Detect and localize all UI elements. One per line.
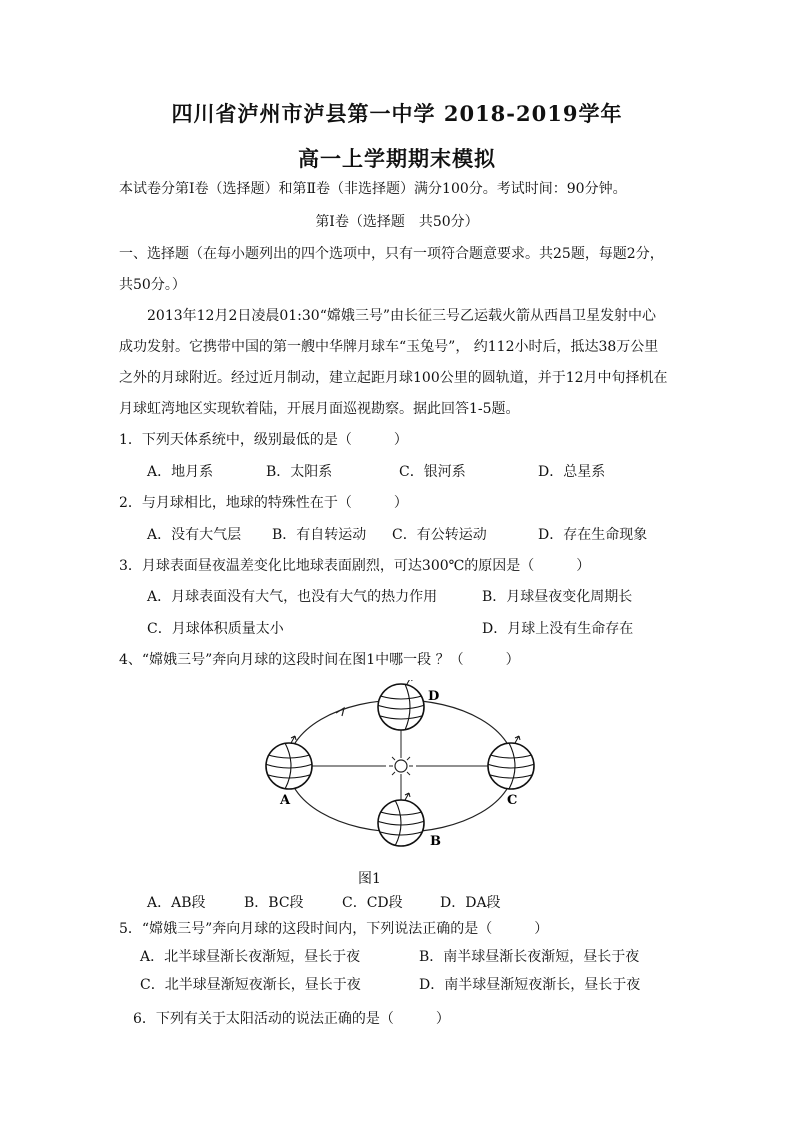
question-1-option-d: D．总星系 bbox=[538, 464, 606, 480]
question-4-option-a: A．AB段 bbox=[147, 895, 206, 911]
question-2-option-b: B．有自转运动 bbox=[272, 527, 367, 543]
label-b: B bbox=[430, 834, 441, 849]
figure-caption: 图1 bbox=[358, 871, 381, 887]
question-5-option-b: B．南半球昼渐长夜渐短，昼长于夜 bbox=[419, 949, 640, 965]
question-1-option-b: B．太阳系 bbox=[266, 464, 333, 480]
part1-instruction-line2: 共50分。） bbox=[119, 277, 186, 293]
passage-line-2: 成功发射。它携带中国的第一艘中华牌月球车“玉兔号”， 约112小时后，抵达38万公里 bbox=[119, 339, 659, 355]
question-2-option-c: C．有公转运动 bbox=[392, 527, 487, 543]
section-title: 第Ⅰ卷（选择题 共50分） bbox=[315, 214, 479, 230]
question-4-stem: 4、“嫦娥三号”奔向月球的这段时间在图1中哪一段 ？（ ） bbox=[119, 652, 520, 668]
question-1-option-a: A．地月系 bbox=[147, 464, 214, 480]
question-5-stem: 5．“嫦娥三号”奔向月球的这段时间内，下列说法正确的是（ ） bbox=[119, 921, 549, 937]
title-line-2: 高一上学期期末模拟 bbox=[298, 146, 496, 171]
intro-text: 本试卷分第Ⅰ卷（选择题）和第Ⅱ卷（非选择题）满分100分。考试时间：90分钟。 bbox=[119, 181, 627, 197]
question-1-option-c: C．银河系 bbox=[399, 464, 466, 480]
question-4-option-c: C．CD段 bbox=[342, 895, 403, 911]
question-2-option-a: A．没有大气层 bbox=[147, 527, 242, 543]
passage-line-3: 之外的月球附近。经过近月制动，建立起距月球100公里的圆轨道，并于12月中旬择机在 bbox=[119, 370, 668, 386]
orbit-direction-arrow bbox=[336, 708, 344, 716]
question-4-option-b: B．BC段 bbox=[244, 895, 304, 911]
question-5-option-d: D．南半球昼渐短夜渐长，昼长于夜 bbox=[419, 977, 641, 993]
title-line-1: 四川省泸州市泸县第一中学 2018-2019学年 bbox=[171, 101, 623, 126]
question-2-option-d: D．存在生命现象 bbox=[538, 527, 648, 543]
question-3-option-d: D．月球上没有生命存在 bbox=[482, 621, 634, 637]
question-1-stem: 1．下列天体系统中，级别最低的是（ ） bbox=[119, 432, 408, 448]
part1-instruction-line1: 一、选择题（在每小题列出的四个选项中，只有一项符合题意要求。共25题，每题2分， bbox=[119, 246, 664, 262]
question-2-stem: 2．与月球相比，地球的特殊性在于（ ） bbox=[119, 495, 408, 511]
sun-icon bbox=[389, 754, 413, 778]
question-3-option-c: C．月球体积质量太小 bbox=[147, 621, 284, 637]
earth-a-icon bbox=[265, 736, 313, 789]
passage-line-4: 月球虹湾地区实现软着陆，开展月面巡视勘察。据此回答1-5题。 bbox=[119, 401, 520, 417]
label-a: A bbox=[280, 793, 291, 808]
orbit-diagram bbox=[258, 680, 558, 860]
question-5-option-c: C．北半球昼渐短夜渐长，昼长于夜 bbox=[140, 977, 361, 993]
label-d: D bbox=[428, 689, 440, 704]
earth-d-icon bbox=[377, 680, 425, 730]
question-3-option-a: A．月球表面没有大气，也没有大气的热力作用 bbox=[147, 589, 438, 605]
earth-c-icon bbox=[487, 736, 535, 789]
label-c: C bbox=[507, 793, 518, 808]
question-3-stem: 3．月球表面昼夜温差变化比地球表面剧烈，可达300℃的原因是（ ） bbox=[119, 558, 591, 574]
earth-b-icon bbox=[377, 793, 425, 846]
question-4-option-d: D．DA段 bbox=[440, 895, 501, 911]
question-5-option-a: A．北半球昼渐长夜渐短，昼长于夜 bbox=[140, 949, 361, 965]
question-3-option-b: B．月球昼夜变化周期长 bbox=[482, 589, 633, 605]
question-6-stem: 6．下列有关于太阳活动的说法正确的是（ ） bbox=[133, 1011, 450, 1027]
passage-line-1: 2013年12月2日凌晨01:30“嫦娥三号”由长征三号乙运载火箭从西昌卫星发射中心 bbox=[147, 308, 657, 324]
